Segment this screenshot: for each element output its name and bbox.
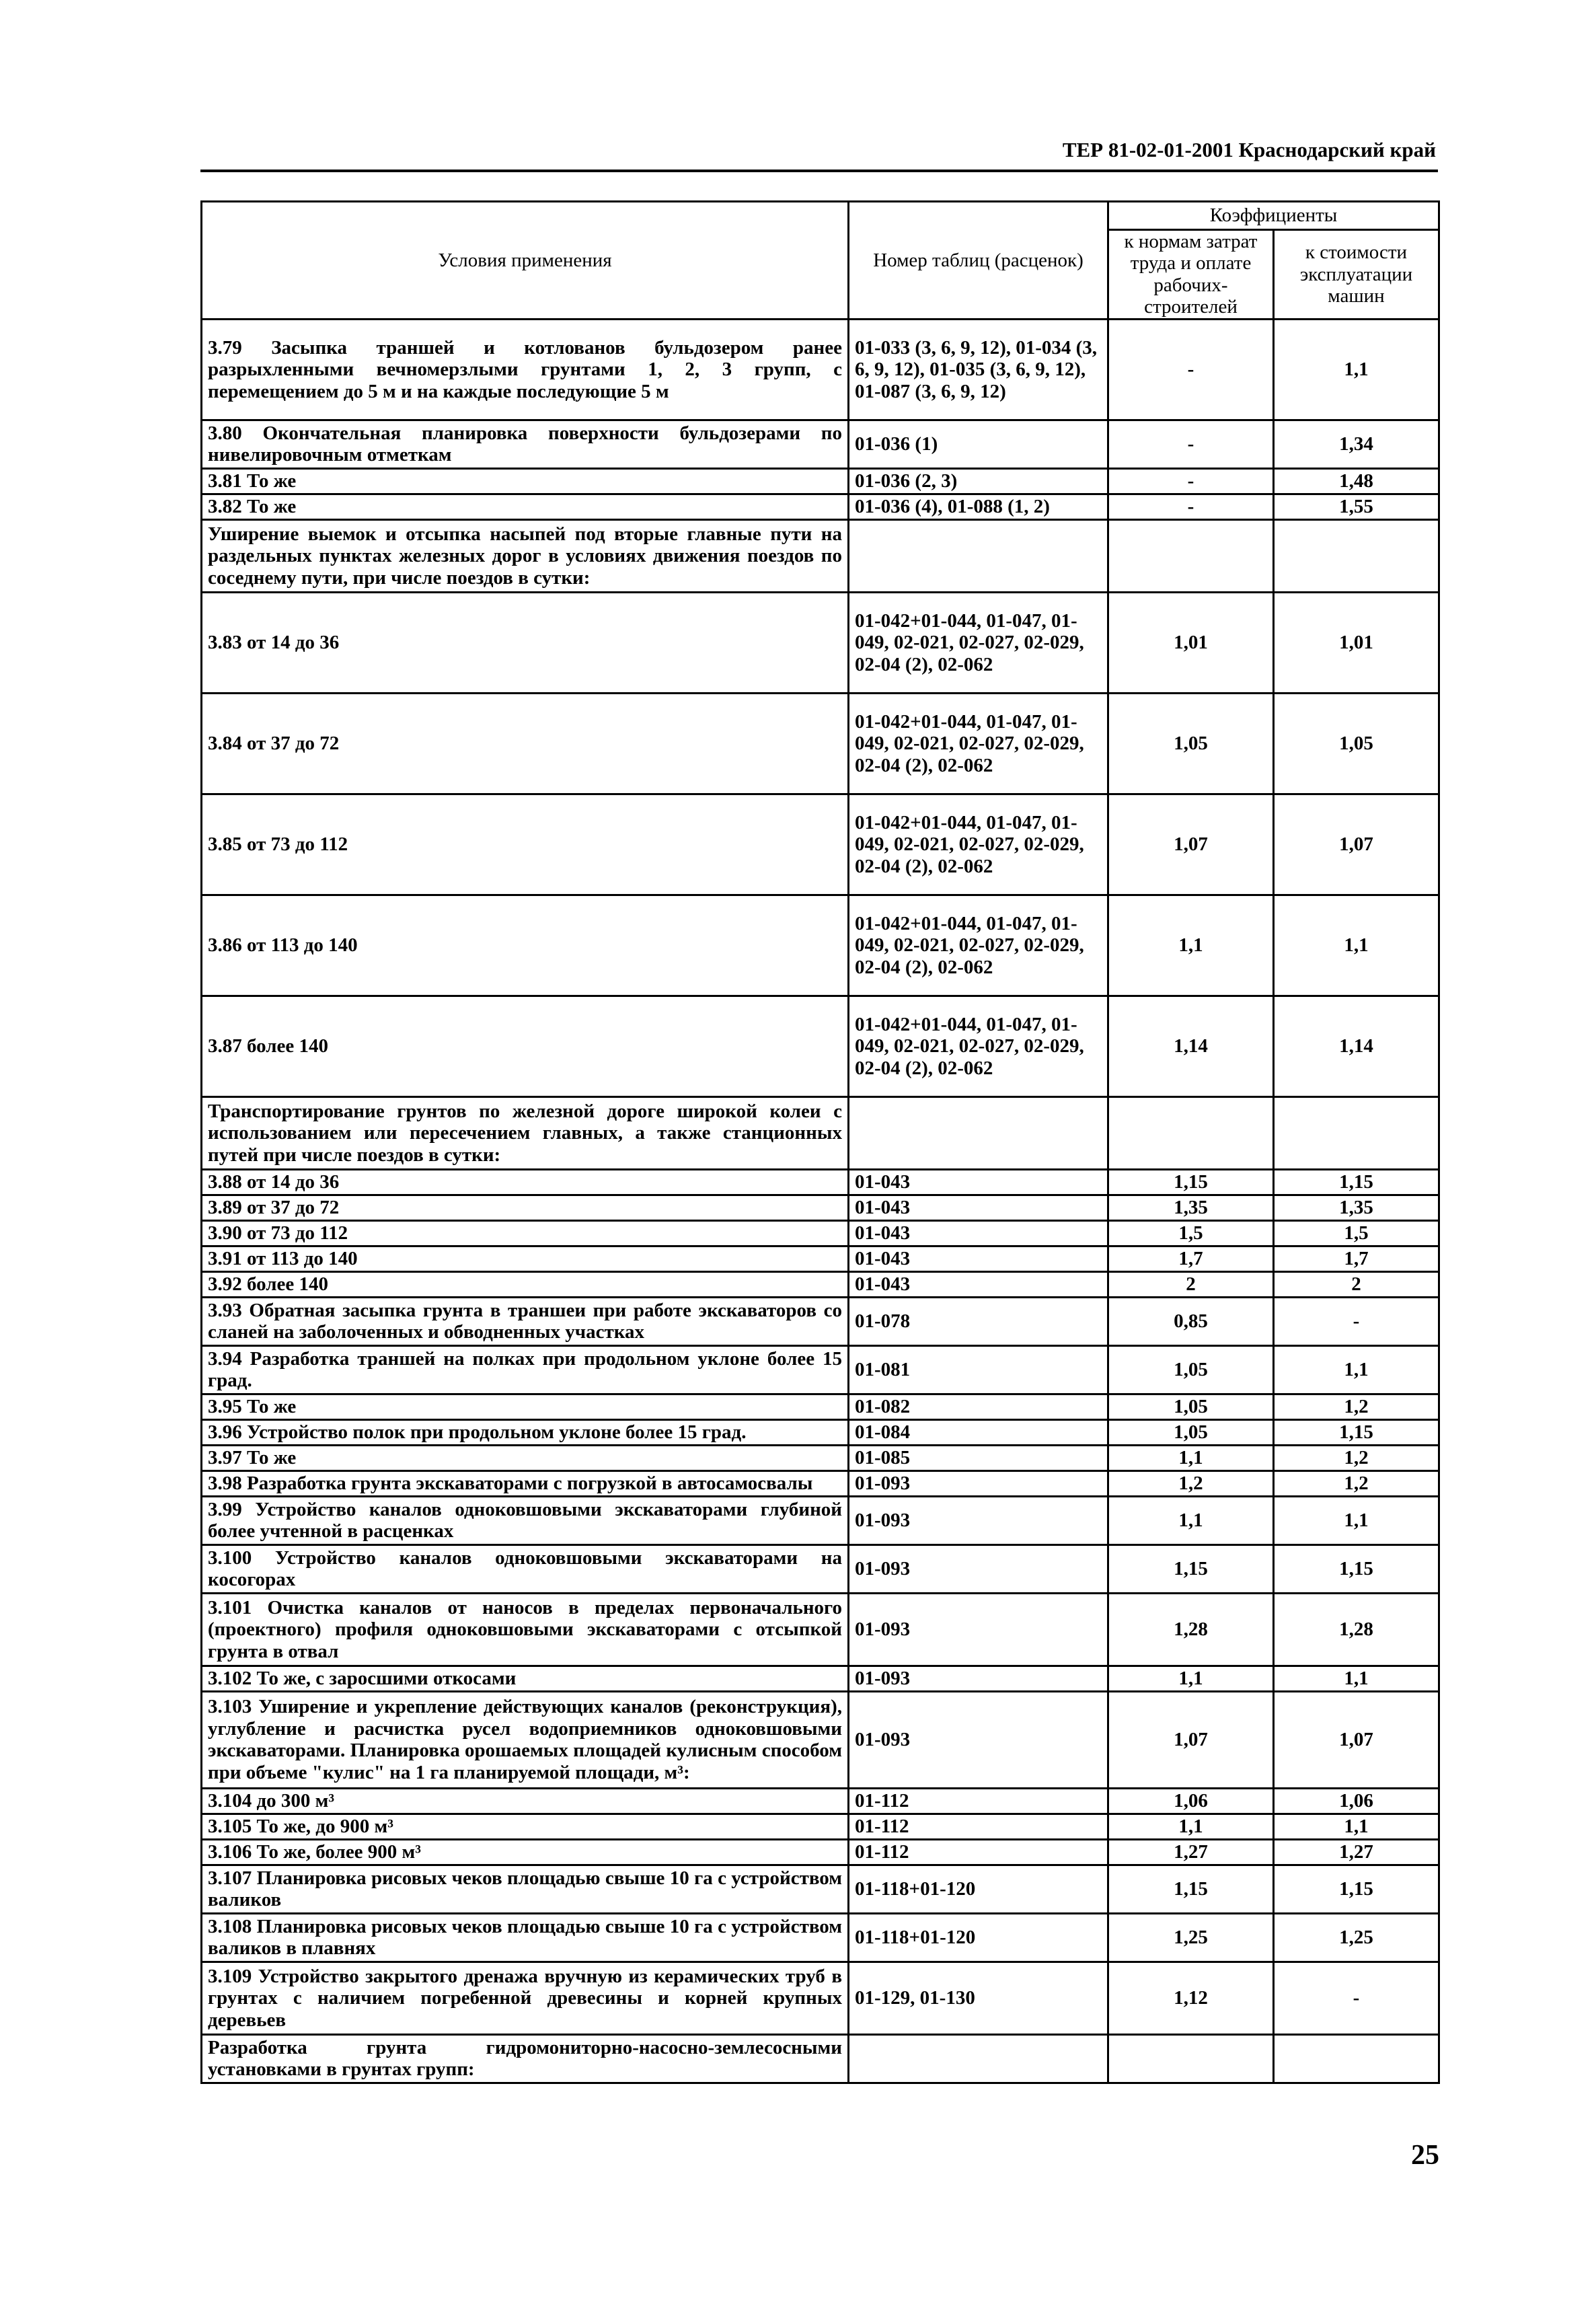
condition-cell: 3.101 Очистка каналов от наносов в пределах первоначального (проектного) профиля одноковшовыми экскаваторами с отсыпкой грунта в отвал [202, 1593, 849, 1666]
labor-coefficient-cell: 1,28 [1108, 1593, 1274, 1666]
table-number-cell: 01-042+01-044, 01-047, 01-049, 02-021, 02-027, 02-029, 02-04 (2), 02-062 [849, 996, 1108, 1096]
document-code-header: ТЕР 81-02-01-2001 Краснодарский край [1062, 138, 1436, 161]
table-row [202, 1666, 1439, 1691]
condition-cell: 3.102 То же, с заросшими откосами [202, 1666, 849, 1691]
table-number-cell: 01-042+01-044, 01-047, 01-049, 02-021, 02-027, 02-029, 02-04 (2), 02-062 [849, 794, 1108, 895]
table-row [202, 519, 1439, 592]
labor-coefficient-cell: 1,5 [1108, 1220, 1274, 1246]
condition-cell: 3.96 Устройство полок при продольном уклоне более 15 град. [202, 1419, 849, 1445]
table-number-cell: 01-082 [849, 1394, 1108, 1419]
header-machine-coefficient: к стоимости эксплуатации машин [1274, 230, 1439, 320]
table-number-cell: 01-118+01-120 [849, 1913, 1108, 1962]
labor-coefficient-cell [1108, 2034, 1274, 2083]
machine-coefficient-cell [1274, 1096, 1439, 1169]
labor-coefficient-cell: 1,35 [1108, 1195, 1274, 1220]
condition-cell: 3.81 То же [202, 468, 849, 494]
machine-coefficient-cell: 1,35 [1274, 1195, 1439, 1220]
machine-coefficient-cell: 1,2 [1274, 1445, 1439, 1470]
condition-cell: 3.97 То же [202, 1445, 849, 1470]
header-rule [200, 170, 1438, 172]
table-row [202, 1297, 1439, 1345]
condition-cell: 3.104 до 300 м³ [202, 1788, 849, 1814]
labor-coefficient-cell: 1,27 [1108, 1839, 1274, 1865]
machine-coefficient-cell: 1,48 [1274, 468, 1439, 494]
table-number-cell: 01-112 [849, 1788, 1108, 1814]
labor-coefficient-cell [1108, 1096, 1274, 1169]
table-row [202, 1691, 1439, 1788]
machine-coefficient-cell: 1,05 [1274, 693, 1439, 794]
table-number-cell: 01-093 [849, 1691, 1108, 1788]
labor-coefficient-cell: 1,1 [1108, 895, 1274, 996]
table-number-cell: 01-042+01-044, 01-047, 01-049, 02-021, 02-027, 02-029, 02-04 (2), 02-062 [849, 592, 1108, 693]
table-row [202, 693, 1439, 794]
machine-coefficient-cell: 1,1 [1274, 895, 1439, 996]
machine-coefficient-cell: 1,1 [1274, 1814, 1439, 1839]
table-number-cell: 01-043 [849, 1271, 1108, 1297]
labor-coefficient-cell: 1,05 [1108, 1394, 1274, 1419]
table-row [202, 1394, 1439, 1419]
table-number-cell: 01-084 [849, 1419, 1108, 1445]
table-number-cell: 01-036 (2, 3) [849, 468, 1108, 494]
condition-cell: 3.91 от 113 до 140 [202, 1246, 849, 1271]
header-coefficients: Коэффициенты [1108, 202, 1439, 230]
condition-cell: 3.98 Разработка грунта экскаваторами с погрузкой в автосамосвалы [202, 1470, 849, 1496]
condition-cell: 3.94 Разработка траншей на полках при продольном уклоне более 15 град. [202, 1345, 849, 1394]
machine-coefficient-cell: 1,15 [1274, 1865, 1439, 1913]
table-number-cell: 01-043 [849, 1220, 1108, 1246]
table-number-cell: 01-093 [849, 1496, 1108, 1544]
condition-cell: 3.103 Уширение и укрепление действующих каналов (реконструкция), углубление и расчистка русел водоприемников одноковшовыми экскаваторами. Планировка орошаемых площадей кулисным способом при объеме "кулис" на 1 га планируемой площади, м³: [202, 1691, 849, 1788]
condition-cell: 3.108 Планировка рисовых чеков площадью свыше 10 га с устройством валиков в плавнях [202, 1913, 849, 1962]
table-row [202, 1814, 1439, 1839]
machine-coefficient-cell: 1,7 [1274, 1246, 1439, 1271]
machine-coefficient-cell: 1,5 [1274, 1220, 1439, 1246]
labor-coefficient-cell: - [1108, 319, 1274, 420]
machine-coefficient-cell [1274, 519, 1439, 592]
machine-coefficient-cell: 1,06 [1274, 1788, 1439, 1814]
table-row [202, 468, 1439, 494]
labor-coefficient-cell: 1,15 [1108, 1544, 1274, 1593]
condition-cell: Уширение выемок и отсыпка насыпей под вторые главные пути на раздельных пунктах железных дорог в условиях движения поездов по соседнему пути, при числе поездов в сутки: [202, 519, 849, 592]
condition-cell: 3.105 То же, до 900 м³ [202, 1814, 849, 1839]
table-row [202, 1195, 1439, 1220]
condition-cell: Разработка грунта гидромониторно-насосно-землесосными установками в грунтах групп: [202, 2034, 849, 2083]
table-row [202, 1496, 1439, 1544]
machine-coefficient-cell: 2 [1274, 1271, 1439, 1297]
table-row [202, 2034, 1439, 2083]
condition-cell: Транспортирование грунтов по железной дороге широкой колеи с использованием или пересечением главных, а также станционных путей при числе поездов в сутки: [202, 1096, 849, 1169]
machine-coefficient-cell: 1,15 [1274, 1544, 1439, 1593]
table-number-cell [849, 2034, 1108, 2083]
labor-coefficient-cell: 1,1 [1108, 1814, 1274, 1839]
labor-coefficient-cell: 1,05 [1108, 1419, 1274, 1445]
table-row [202, 1962, 1439, 2034]
labor-coefficient-cell: 1,05 [1108, 1345, 1274, 1394]
labor-coefficient-cell: 1,15 [1108, 1865, 1274, 1913]
table-number-cell: 01-093 [849, 1544, 1108, 1593]
labor-coefficient-cell [1108, 519, 1274, 592]
machine-coefficient-cell: 1,28 [1274, 1593, 1439, 1666]
condition-cell: 3.109 Устройство закрытого дренажа вручную из керамических труб в грунтах с наличием погребенной древесины и корней крупных деревьев [202, 1962, 849, 2034]
machine-coefficient-cell [1274, 2034, 1439, 2083]
condition-cell: 3.84 от 37 до 72 [202, 693, 849, 794]
table-row [202, 1593, 1439, 1666]
condition-cell: 3.100 Устройство каналов одноковшовыми экскаваторами на косогорах [202, 1544, 849, 1593]
header-conditions: Условия применения [202, 202, 849, 320]
machine-coefficient-cell: - [1274, 1297, 1439, 1345]
machine-coefficient-cell: 1,07 [1274, 794, 1439, 895]
labor-coefficient-cell: - [1108, 494, 1274, 519]
machine-coefficient-cell: 1,1 [1274, 1345, 1439, 1394]
table-number-cell: 01-043 [849, 1169, 1108, 1195]
table-row [202, 1788, 1439, 1814]
condition-cell: 3.95 То же [202, 1394, 849, 1419]
labor-coefficient-cell: 1,15 [1108, 1169, 1274, 1195]
condition-cell: 3.106 То же, более 900 м³ [202, 1839, 849, 1865]
machine-coefficient-cell: - [1274, 1962, 1439, 2034]
machine-coefficient-cell: 1,15 [1274, 1169, 1439, 1195]
condition-cell: 3.92 более 140 [202, 1271, 849, 1297]
header-table-number: Номер таблиц (расценок) [849, 202, 1108, 320]
table-number-cell: 01-093 [849, 1470, 1108, 1496]
table-row [202, 1096, 1439, 1169]
machine-coefficient-cell: 1,01 [1274, 592, 1439, 693]
coefficients-table [200, 200, 1440, 2084]
table-row [202, 1419, 1439, 1445]
machine-coefficient-cell: 1,27 [1274, 1839, 1439, 1865]
table-number-cell: 01-129, 01-130 [849, 1962, 1108, 2034]
table-number-cell: 01-078 [849, 1297, 1108, 1345]
labor-coefficient-cell: 1,1 [1108, 1666, 1274, 1691]
labor-coefficient-cell: 1,06 [1108, 1788, 1274, 1814]
table-number-cell: 01-093 [849, 1666, 1108, 1691]
table-row [202, 420, 1439, 468]
table-row [202, 1839, 1439, 1865]
condition-cell: 3.93 Обратная засыпка грунта в траншеи при работе экскаваторов со сланей на заболоченных и обводненных участках [202, 1297, 849, 1345]
table-row [202, 1865, 1439, 1913]
labor-coefficient-cell: - [1108, 420, 1274, 468]
condition-cell: 3.90 от 73 до 112 [202, 1220, 849, 1246]
machine-coefficient-cell: 1,55 [1274, 494, 1439, 519]
table-number-cell: 01-042+01-044, 01-047, 01-049, 02-021, 02-027, 02-029, 02-04 (2), 02-062 [849, 693, 1108, 794]
table-number-cell: 01-033 (3, 6, 9, 12), 01-034 (3, 6, 9, 12), 01-035 (3, 6, 9, 12), 01-087 (3, 6, 9, 12) [849, 319, 1108, 420]
labor-coefficient-cell: 1,1 [1108, 1496, 1274, 1544]
labor-coefficient-cell: 0,85 [1108, 1297, 1274, 1345]
labor-coefficient-cell: 1,07 [1108, 794, 1274, 895]
machine-coefficient-cell: 1,1 [1274, 1496, 1439, 1544]
condition-cell: 3.89 от 37 до 72 [202, 1195, 849, 1220]
table-row [202, 592, 1439, 693]
table-number-cell: 01-112 [849, 1839, 1108, 1865]
table-number-cell: 01-081 [849, 1345, 1108, 1394]
condition-cell: 3.86 от 113 до 140 [202, 895, 849, 996]
table-number-cell: 01-043 [849, 1195, 1108, 1220]
table-number-cell: 01-036 (4), 01-088 (1, 2) [849, 494, 1108, 519]
labor-coefficient-cell: 1,07 [1108, 1691, 1274, 1788]
table-row [202, 1913, 1439, 1962]
machine-coefficient-cell: 1,15 [1274, 1419, 1439, 1445]
machine-coefficient-cell: 1,2 [1274, 1470, 1439, 1496]
condition-cell: 3.87 более 140 [202, 996, 849, 1096]
table-row [202, 1544, 1439, 1593]
machine-coefficient-cell: 1,14 [1274, 996, 1439, 1096]
table-number-cell: 01-118+01-120 [849, 1865, 1108, 1913]
condition-cell: 3.79 Засыпка траншей и котлованов бульдозером ранее разрыхленными вечномерзлыми грунтами 1, 2, 3 групп, с перемещением до 5 м и на каждые последующие 5 м [202, 319, 849, 420]
table-row [202, 494, 1439, 519]
condition-cell: 3.83 от 14 до 36 [202, 592, 849, 693]
labor-coefficient-cell: 1,2 [1108, 1470, 1274, 1496]
labor-coefficient-cell: 1,7 [1108, 1246, 1274, 1271]
table-number-cell: 01-093 [849, 1593, 1108, 1666]
machine-coefficient-cell: 1,07 [1274, 1691, 1439, 1788]
labor-coefficient-cell: 2 [1108, 1271, 1274, 1297]
table-number-cell: 01-036 (1) [849, 420, 1108, 468]
table-row [202, 895, 1439, 996]
labor-coefficient-cell: 1,25 [1108, 1913, 1274, 1962]
labor-coefficient-cell: 1,14 [1108, 996, 1274, 1096]
table-number-cell: 01-112 [849, 1814, 1108, 1839]
table-row [202, 1220, 1439, 1246]
condition-cell: 3.80 Окончательная планировка поверхности бульдозерами по нивелировочным отметкам [202, 420, 849, 468]
labor-coefficient-cell: - [1108, 468, 1274, 494]
table-row [202, 996, 1439, 1096]
machine-coefficient-cell: 1,25 [1274, 1913, 1439, 1962]
machine-coefficient-cell: 1,1 [1274, 1666, 1439, 1691]
condition-cell: 3.107 Планировка рисовых чеков площадью свыше 10 га с устройством валиков [202, 1865, 849, 1913]
labor-coefficient-cell: 1,1 [1108, 1445, 1274, 1470]
table-row [202, 1445, 1439, 1470]
labor-coefficient-cell: 1,12 [1108, 1962, 1274, 2034]
table-number-cell: 01-043 [849, 1246, 1108, 1271]
machine-coefficient-cell: 1,34 [1274, 420, 1439, 468]
table-row [202, 794, 1439, 895]
table-row [202, 1169, 1439, 1195]
page-number: 25 [1411, 2140, 1439, 2171]
condition-cell: 3.88 от 14 до 36 [202, 1169, 849, 1195]
labor-coefficient-cell: 1,05 [1108, 693, 1274, 794]
table-number-cell [849, 1096, 1108, 1169]
table-row [202, 1470, 1439, 1496]
table-row [202, 319, 1439, 420]
condition-cell: 3.99 Устройство каналов одноковшовыми экскаваторами глубиной более учтенной в расценках [202, 1496, 849, 1544]
table-number-cell: 01-085 [849, 1445, 1108, 1470]
header-labor-coefficient: к нормам затрат труда и оплате рабочих-строителей [1108, 230, 1274, 320]
labor-coefficient-cell: 1,01 [1108, 592, 1274, 693]
table-number-cell [849, 519, 1108, 592]
table-row [202, 1246, 1439, 1271]
table-row [202, 1271, 1439, 1297]
table-row [202, 1345, 1439, 1394]
machine-coefficient-cell: 1,1 [1274, 319, 1439, 420]
condition-cell: 3.85 от 73 до 112 [202, 794, 849, 895]
table-number-cell: 01-042+01-044, 01-047, 01-049, 02-021, 02-027, 02-029, 02-04 (2), 02-062 [849, 895, 1108, 996]
condition-cell: 3.82 То же [202, 494, 849, 519]
machine-coefficient-cell: 1,2 [1274, 1394, 1439, 1419]
